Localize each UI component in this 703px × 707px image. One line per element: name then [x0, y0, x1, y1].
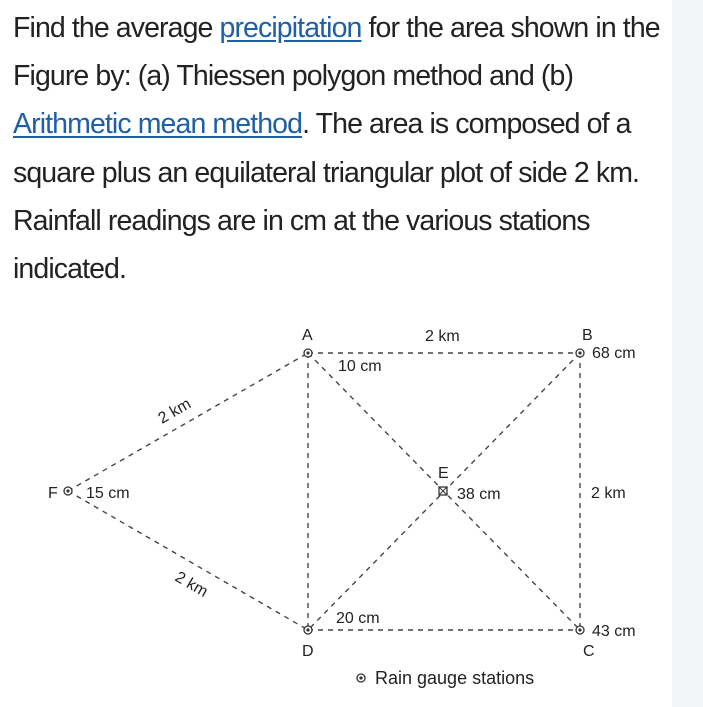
arithmetic-mean-method-link[interactable]: Arithmetic mean method: [13, 108, 303, 141]
legend-marker-dot: [359, 676, 362, 679]
dimension-top-label: 2 km: [425, 328, 460, 345]
station-b-reading: 68 cm: [592, 345, 636, 362]
station-c-reading: 43 cm: [592, 623, 636, 640]
question-part1: Find the average: [13, 12, 220, 44]
station-b-name: B: [582, 327, 593, 344]
station-c-name: C: [583, 643, 595, 660]
station-f-name: F: [48, 485, 58, 502]
triangle-upper-edge: [68, 353, 308, 491]
dimension-lower-left-label: 2 km: [172, 568, 211, 601]
station-markers: [64, 349, 584, 634]
station-marker-dots: [66, 351, 581, 631]
rainfall-figure: [0, 300, 703, 707]
station-a-reading: 10 cm: [338, 358, 382, 375]
station-f-reading: 15 cm: [86, 485, 130, 502]
legend-label: Rain gauge stations: [375, 668, 535, 688]
station-d-reading: 20 cm: [336, 610, 380, 627]
question-part3: . The area is composed of a square plus an equilateral triangular plot of side 2 km. Rainfall readings are in cm at the various stations indicated.: [13, 108, 640, 286]
question-part2: for the area shown in the Figure by: (a) Thiessen polygon method and (b): [13, 12, 660, 93]
figure-lines: [68, 353, 580, 630]
station-a-name: A: [302, 327, 313, 344]
question-text: [13, 4, 679, 293]
station-e-reading: 38 cm: [457, 486, 501, 503]
dimension-right-label: 2 km: [591, 485, 626, 502]
figure-diagram: [0, 300, 703, 707]
triangle-lower-edge: [68, 491, 308, 630]
precipitation-link[interactable]: precipitation: [219, 12, 362, 44]
dimension-upper-left-label: 2 km: [155, 395, 195, 428]
station-d-name: D: [302, 643, 314, 660]
station-e-name: E: [438, 465, 449, 482]
